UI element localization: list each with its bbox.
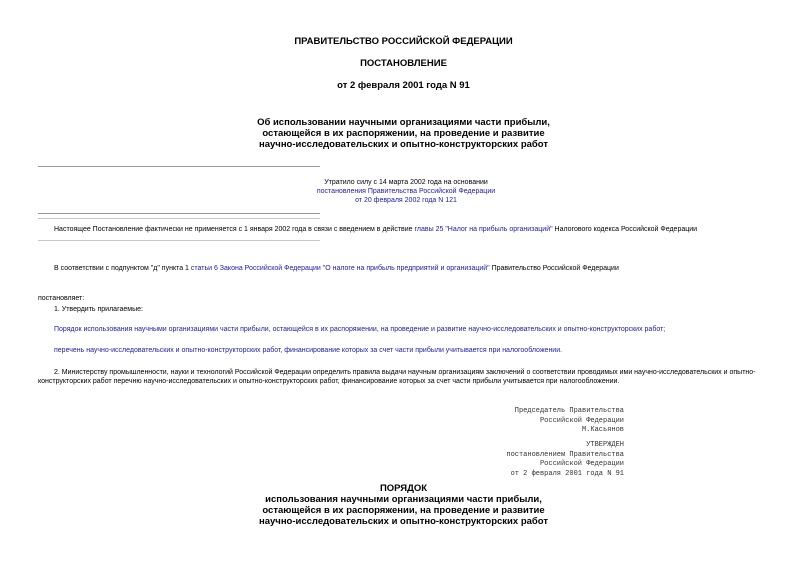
- procedure-title-line-1: ПОРЯДОК: [379, 483, 428, 494]
- status-block: [296, 178, 516, 205]
- note-text: Настоящее Постановление фактически не применяется с 1 января 2002 года в связи с введением в действие: [54, 226, 415, 233]
- signature-name: М.Касьянов: [581, 426, 624, 434]
- preamble-text-end: Правительство Российской Федерации: [489, 265, 619, 272]
- tax-code-chapter-link[interactable]: главы 25 "Налог на прибыль организаций": [414, 226, 553, 233]
- divider-note-top: [38, 213, 320, 214]
- signature-country: Российской Федерации: [539, 416, 624, 425]
- procedure-title-line-2: использования научными организациями части прибыли,: [265, 494, 542, 505]
- item-1: 1. Утвердить прилагаемые:: [54, 306, 143, 313]
- title-line-3: научно-исследовательских и опытно-конструкторских работ: [259, 139, 548, 150]
- approval-by: постановлением Правительства: [506, 450, 624, 459]
- approval-heading: УТВЕРЖДЕН: [586, 441, 624, 449]
- procedure-link[interactable]: Порядок использования научными организациями части прибыли, остающейся в их распоряжении, на проведение и развитие научно-исследовательских и опытно-конструкторских работ;: [54, 326, 666, 333]
- works-list-link[interactable]: перечень научно-исследовательских и опытно-конструкторских работ, финансирование которых за счет части прибыли учитывается при налогообложении.: [54, 347, 563, 354]
- application-note: [54, 225, 794, 234]
- divider-note-bottom: [38, 240, 320, 241]
- preamble: [54, 264, 794, 273]
- signature-title: Председатель Правительства: [514, 407, 624, 415]
- approval-date: от 2 февраля 2001 года N 91: [510, 469, 624, 478]
- divider-top: [38, 166, 320, 167]
- item-2: [38, 368, 778, 386]
- note-text-end: Налогового кодекса Российской Федерации: [552, 226, 698, 233]
- item-2-line-2: конструкторских работ перечню научно-исследовательских и опытно-конструкторских работ, финансирование которых за счет части прибыли учитывается при налогообложении.: [38, 378, 620, 385]
- repeal-link-date[interactable]: от 20 февраля 2002 года N 121: [355, 197, 457, 204]
- law-article-link[interactable]: статьи 6 Закона Российской Федерации "О налоге на прибыль предприятий и организаций": [190, 265, 490, 272]
- government-heading: ПРАВИТЕЛЬСТВО РОССИЙСКОЙ ФЕДЕРАЦИИ: [294, 36, 513, 47]
- approval-block: [440, 441, 624, 479]
- repeal-link[interactable]: постановления Правительства Российской Федерации: [316, 188, 496, 195]
- signature-block: [440, 407, 624, 436]
- title-line-2: остающейся в их распоряжении, на проведение и развитие: [262, 128, 545, 139]
- divider-note-top-2: [38, 218, 320, 219]
- doc-date-number: от 2 февраля 2001 года N 91: [337, 80, 470, 91]
- item-2-line-1: 2. Министерству промышленности, науки и технологий Российской Федерации определить правила выдачи научным организациям заключений о соответствии проводимых ими научно-исследовательских и опытно-: [54, 369, 756, 376]
- doc-type-heading: ПОСТАНОВЛЕНИЕ: [360, 58, 447, 69]
- title-line-1: Об использовании научными организациями части прибыли,: [257, 117, 550, 128]
- procedure-title-line-4: научно-исследовательских и опытно-конструкторских работ: [259, 516, 548, 527]
- document-title: [0, 117, 807, 150]
- status-text: Утратило силу с 14 марта 2002 года на основании: [324, 179, 488, 186]
- preamble-text: В соответствии с подпунктом "д" пункта 1: [54, 265, 191, 272]
- procedure-title: [0, 483, 807, 527]
- approval-country: Российской Федерации: [539, 460, 624, 468]
- procedure-title-line-3: остающейся в их распоряжении, на проведение и развитие: [262, 505, 545, 516]
- resolves-text: постановляет:: [38, 295, 85, 302]
